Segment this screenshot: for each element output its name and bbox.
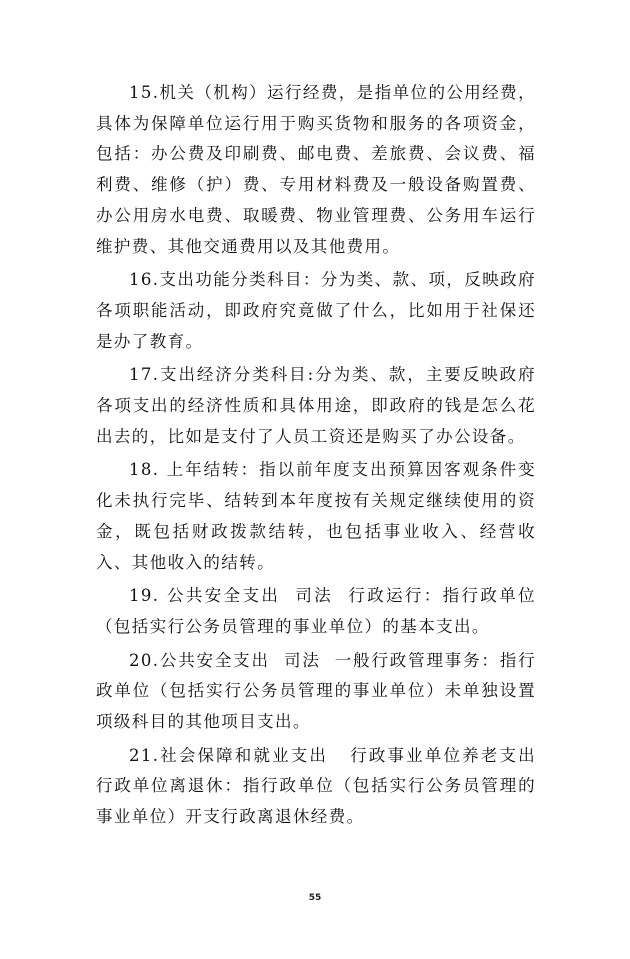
- document-body: [96, 78, 550, 836]
- paragraph-20: 20.公共安全支出 司法 一般行政管理事务：指行政单位（包括实行公务员管理的事业单位）未单独设置项级科目的其他项目支出。: [96, 650, 536, 732]
- paragraph-18: 18. 上年结转：指以前年度支出预算因客观条件变化未执行完毕、结转到本年度按有关规定继续使用的资金，既包括财政拨款结转，也包括事业收入、经营收入、其他收入的结转。: [96, 460, 536, 572]
- page-number: 55: [308, 893, 322, 903]
- paragraph-16: 16.支出功能分类科目：分为类、款、项，反映政府各项职能活动，即政府究竟做了什么，比如用于社保还是办了教育。: [96, 270, 536, 351]
- paragraph-17: 17.支出经济分类科目:分为类、款，主要反映政府各项支出的经济性质和具体用途，即政府的钱是怎么花出去的，比如是支付了人员工资还是购买了办公设备。: [96, 365, 536, 446]
- paragraph-15: 15.机关（机构）运行经费，是指单位的公用经费，具体为保障单位运行用于购买货物和服务的各项资金，包括：办公费及印刷费、邮电费、差旅费、会议费、福利费、维修（护）费、专用材料费及一般设备购置费、办公用房水电费、取暖费、物业管理费、公务用车运行维护费、其他交通费用以及其他费用。: [96, 83, 536, 256]
- paragraph-21: 21.社会保障和就业支出 行政事业单位养老支出 行政单位离退休：指行政单位（包括实行公务员管理的事业单位）开支行政离退休经费。: [96, 745, 550, 827]
- paragraph-19: 19. 公共安全支出 司法 行政运行：指行政单位（包括实行公务员管理的事业单位）的基本支出。: [96, 586, 536, 636]
